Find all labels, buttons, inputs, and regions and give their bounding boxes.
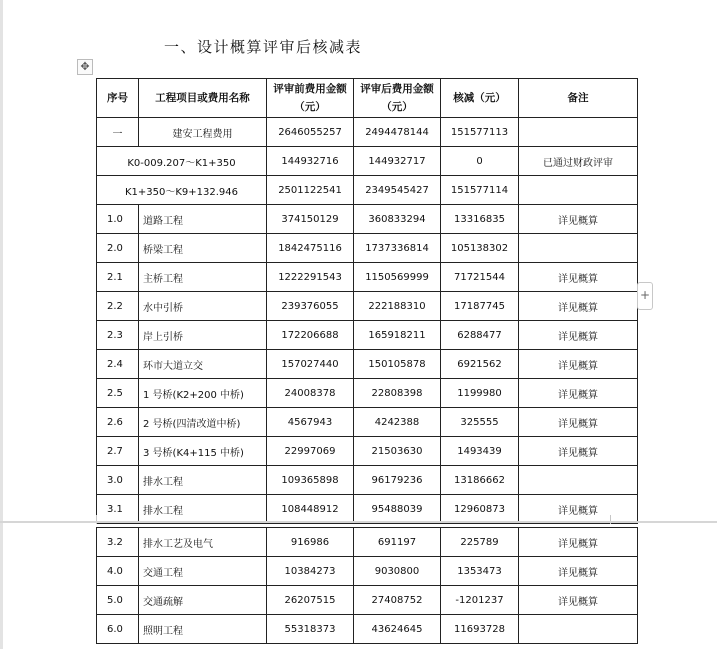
- cell-name: 岸上引桥: [139, 321, 267, 350]
- summary-table-page-2: [96, 527, 638, 644]
- table-row: [97, 176, 638, 205]
- cell-note: [519, 615, 638, 644]
- cell-after: 150105878: [354, 350, 441, 379]
- table-row: [97, 321, 638, 350]
- table-row: [97, 292, 638, 321]
- table-move-handle-icon[interactable]: ✥: [77, 59, 93, 75]
- cell-seq: 3.2: [97, 528, 139, 557]
- table-row: [97, 557, 638, 586]
- cell-name: 排水工艺及电气: [139, 528, 267, 557]
- cell-note: 详见概算: [519, 557, 638, 586]
- cell-reduce: 1493439: [441, 437, 519, 466]
- cell-name: 排水工程: [139, 466, 267, 495]
- header-reduce: 核减（元）: [441, 79, 519, 118]
- cell-before: 172206688: [267, 321, 354, 350]
- cell-after: 9030800: [354, 557, 441, 586]
- cell-name: 环市大道立交: [139, 350, 267, 379]
- table-row: [97, 379, 638, 408]
- cell-reduce: 325555: [441, 408, 519, 437]
- cell-note: 已通过财政评审: [519, 147, 638, 176]
- cell-before: 239376055: [267, 292, 354, 321]
- table-row: [97, 528, 638, 557]
- cell-after: 2494478144: [354, 118, 441, 147]
- cell-before: 374150129: [267, 205, 354, 234]
- cell-after: 691197: [354, 528, 441, 557]
- table-row: [97, 615, 638, 644]
- cell-reduce: 13316835: [441, 205, 519, 234]
- cell-seq: 2.4: [97, 350, 139, 379]
- cell-seq: 2.7: [97, 437, 139, 466]
- cell-reduce: 6921562: [441, 350, 519, 379]
- cell-name: 2 号桥(四清改道中桥): [139, 408, 267, 437]
- cell-before: 26207515: [267, 586, 354, 615]
- cell-after: 1737336814: [354, 234, 441, 263]
- cell-before: 1842475116: [267, 234, 354, 263]
- cell-before: 109365898: [267, 466, 354, 495]
- cell-name: 交通疏解: [139, 586, 267, 615]
- cell-seq: 1.0: [97, 205, 139, 234]
- header-name: 工程项目或费用名称: [139, 79, 267, 118]
- cell-after: 165918211: [354, 321, 441, 350]
- cell-seq: 一: [97, 118, 139, 147]
- header-note: 备注: [519, 79, 638, 118]
- cell-seq: 2.3: [97, 321, 139, 350]
- cell-seq: 4.0: [97, 557, 139, 586]
- cell-note: [519, 234, 638, 263]
- table-row: [97, 118, 638, 147]
- cell-reduce: 12960873: [441, 495, 519, 524]
- table-row: [97, 205, 638, 234]
- cell-note: [519, 118, 638, 147]
- cell-before: 2646055257: [267, 118, 354, 147]
- table-row: [97, 586, 638, 615]
- header-seq: 序号: [97, 79, 139, 118]
- cell-before: 24008378: [267, 379, 354, 408]
- cell-reduce: 105138302: [441, 234, 519, 263]
- table-row: [97, 408, 638, 437]
- cell-reduce: 13186662: [441, 466, 519, 495]
- cell-name: K1+350～K9+132.946: [97, 176, 267, 205]
- cell-after: 2349545427: [354, 176, 441, 205]
- cell-seq: 3.1: [97, 495, 139, 524]
- cell-reduce: 225789: [441, 528, 519, 557]
- cell-seq: 2.2: [97, 292, 139, 321]
- cell-after: 21503630: [354, 437, 441, 466]
- cell-reduce: 1353473: [441, 557, 519, 586]
- document-title: 一、设计概算评审后核减表: [164, 38, 363, 56]
- cell-after: 222188310: [354, 292, 441, 321]
- cell-note: 详见概算: [519, 205, 638, 234]
- cell-seq: 2.1: [97, 263, 139, 292]
- cell-after: 27408752: [354, 586, 441, 615]
- cell-name: 照明工程: [139, 615, 267, 644]
- header-before: 评审前费用金额（元）: [267, 79, 354, 118]
- cell-before: 4567943: [267, 408, 354, 437]
- page-break: [0, 521, 717, 523]
- cell-reduce: -1201237: [441, 586, 519, 615]
- cell-before: 2501122541: [267, 176, 354, 205]
- cell-before: 10384273: [267, 557, 354, 586]
- cell-before: 108448912: [267, 495, 354, 524]
- cell-before: 916986: [267, 528, 354, 557]
- cell-after: 4242388: [354, 408, 441, 437]
- cell-name: 3 号桥(K4+115 中桥): [139, 437, 267, 466]
- cell-name: 交通工程: [139, 557, 267, 586]
- cell-note: 详见概算: [519, 528, 638, 557]
- cell-seq: 3.0: [97, 466, 139, 495]
- header-after: 评审后费用金额（元）: [354, 79, 441, 118]
- cell-name: 1 号桥(K2+200 中桥): [139, 379, 267, 408]
- table-header-row: [97, 79, 638, 118]
- cell-after: 144932717: [354, 147, 441, 176]
- cell-seq: 5.0: [97, 586, 139, 615]
- cell-seq: 2.6: [97, 408, 139, 437]
- table-row: [97, 437, 638, 466]
- summary-table-page-1: [96, 78, 638, 524]
- cell-reduce: 1199980: [441, 379, 519, 408]
- cell-note: 详见概算: [519, 495, 638, 524]
- cell-before: 22997069: [267, 437, 354, 466]
- cell-seq: 6.0: [97, 615, 139, 644]
- cell-before: 157027440: [267, 350, 354, 379]
- cell-seq: 2.5: [97, 379, 139, 408]
- table-row: [97, 263, 638, 292]
- cell-reduce: 11693728: [441, 615, 519, 644]
- table-row: [97, 466, 638, 495]
- cell-note: 详见概算: [519, 292, 638, 321]
- cell-name: 道路工程: [139, 205, 267, 234]
- cell-before: 144932716: [267, 147, 354, 176]
- cell-name: 排水工程: [139, 495, 267, 524]
- cell-name: 建安工程费用: [139, 118, 267, 147]
- table-row: [97, 234, 638, 263]
- cell-reduce: 151577114: [441, 176, 519, 205]
- cell-note: 详见概算: [519, 263, 638, 292]
- cell-before: 1222291543: [267, 263, 354, 292]
- cell-reduce: 151577113: [441, 118, 519, 147]
- cell-after: 95488039: [354, 495, 441, 524]
- cell-name: 主桥工程: [139, 263, 267, 292]
- cell-after: 360833294: [354, 205, 441, 234]
- cell-note: 详见概算: [519, 586, 638, 615]
- table-row: [97, 495, 638, 524]
- cell-reduce: 17187745: [441, 292, 519, 321]
- page-edge: [0, 0, 3, 649]
- cell-seq: 2.0: [97, 234, 139, 263]
- cell-name: 桥梁工程: [139, 234, 267, 263]
- cell-reduce: 0: [441, 147, 519, 176]
- cell-reduce: 6288477: [441, 321, 519, 350]
- cell-after: 43624645: [354, 615, 441, 644]
- cell-note: 详见概算: [519, 350, 638, 379]
- cell-name: K0-009.207～K1+350: [97, 147, 267, 176]
- cell-reduce: 71721544: [441, 263, 519, 292]
- cell-note: [519, 466, 638, 495]
- add-column-plus-icon[interactable]: +: [637, 282, 653, 310]
- cell-before: 55318373: [267, 615, 354, 644]
- cell-after: 96179236: [354, 466, 441, 495]
- cell-after: 1150569999: [354, 263, 441, 292]
- cell-note: [519, 176, 638, 205]
- table-row: [97, 147, 638, 176]
- cell-note: 详见概算: [519, 321, 638, 350]
- cell-after: 22808398: [354, 379, 441, 408]
- cell-note: 详见概算: [519, 408, 638, 437]
- cell-note: 详见概算: [519, 437, 638, 466]
- cell-note: 详见概算: [519, 379, 638, 408]
- cell-name: 水中引桥: [139, 292, 267, 321]
- table-row: [97, 350, 638, 379]
